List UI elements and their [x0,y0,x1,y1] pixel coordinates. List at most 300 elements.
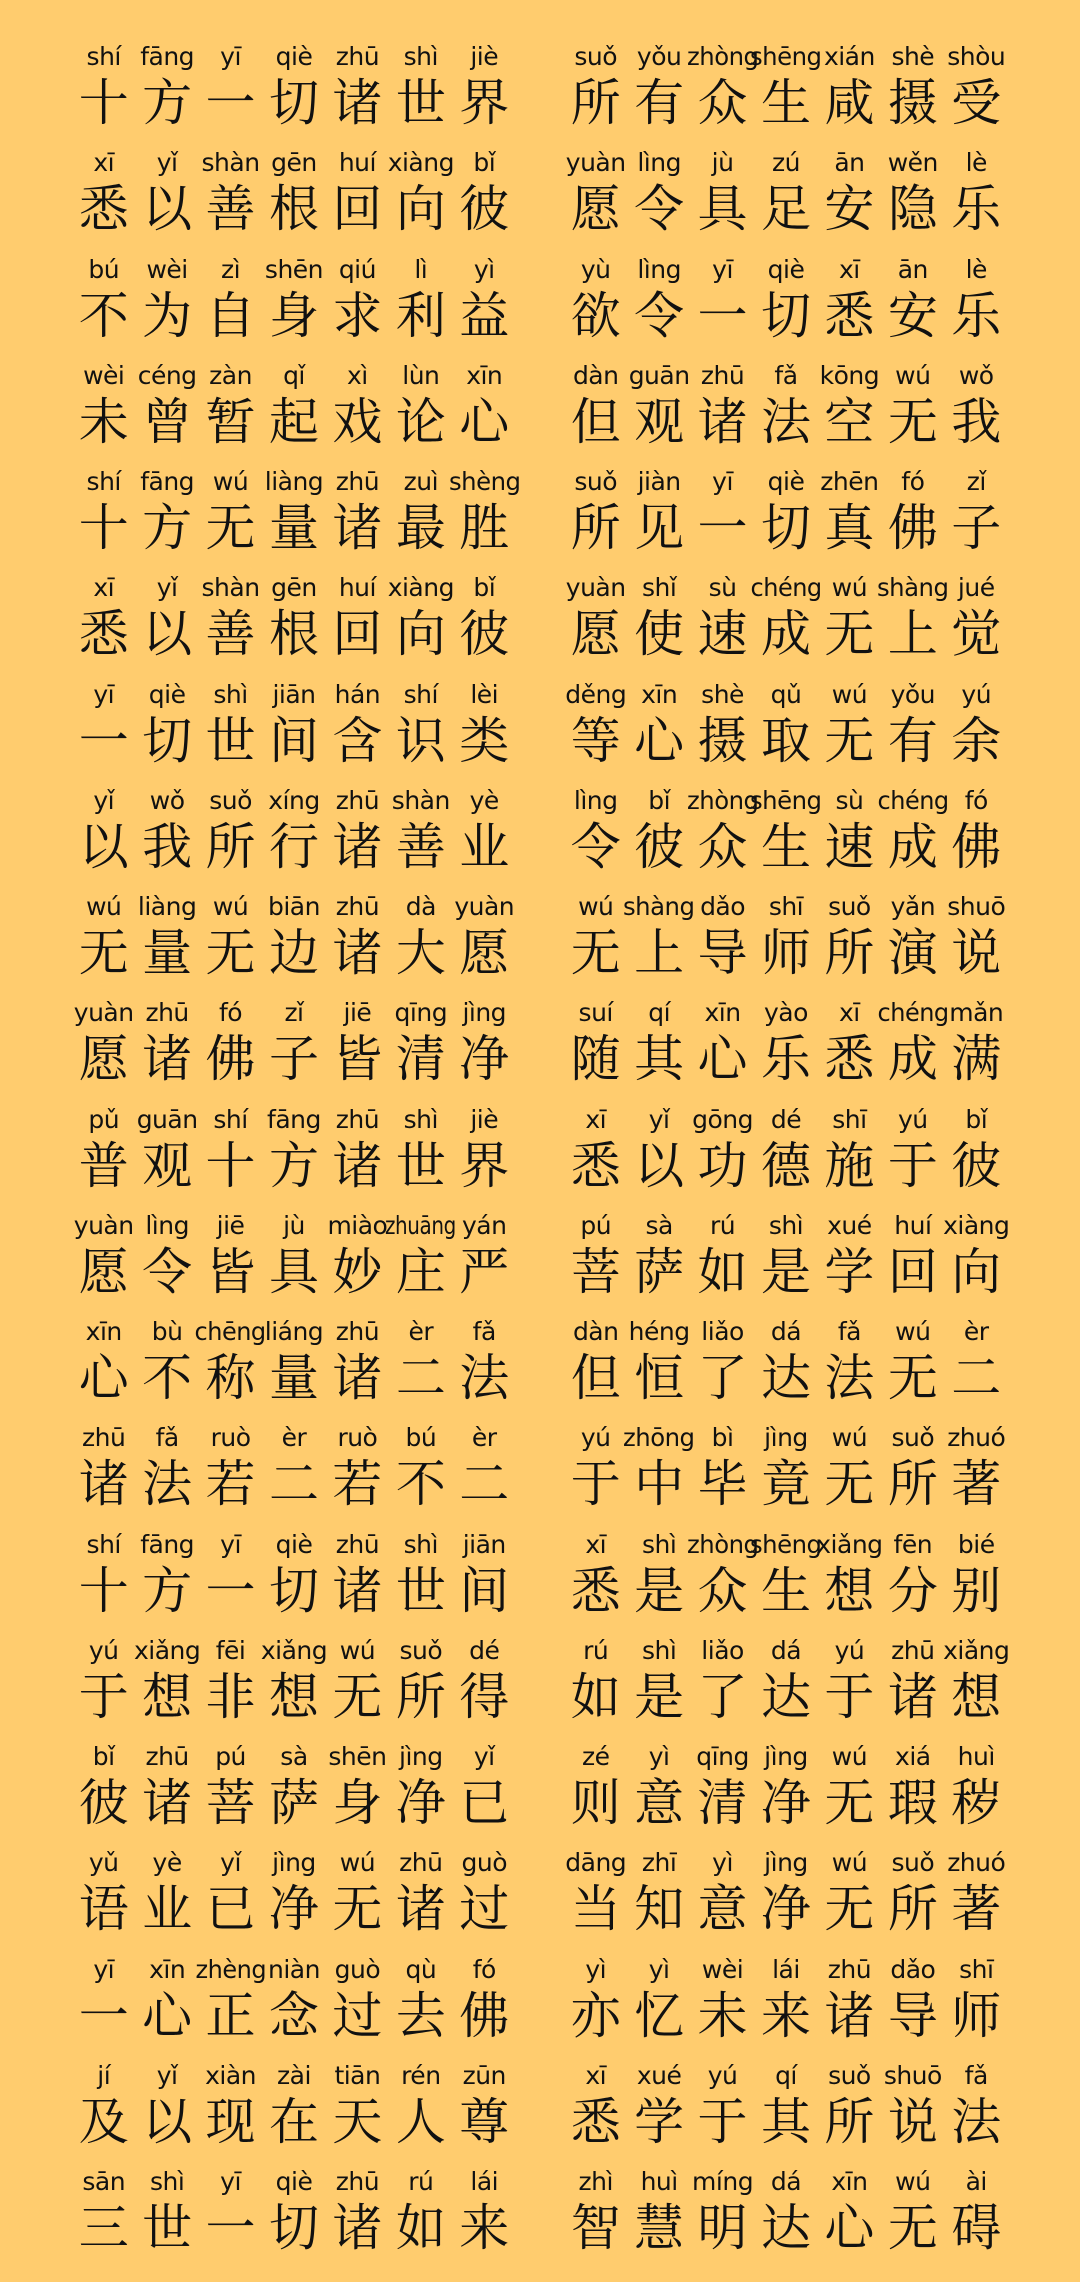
character-cell [686,784,759,879]
character-cell [881,40,944,135]
pinyin: jí [97,2060,111,2090]
hanzi: 满 [951,1030,1002,1089]
character-cell [691,1634,754,1729]
hanzi: 想 [824,1561,875,1620]
pinyin: lìng [637,148,681,178]
pinyin: yī [93,679,115,709]
character-cell [881,1846,944,1941]
character-cell [453,1315,516,1410]
pinyin: dàn [572,360,619,390]
hanzi: 见 [634,499,685,557]
character-cell [881,146,944,241]
character-cell [326,1315,389,1410]
hanzi: 含 [332,711,383,770]
pinyin: zhī [641,1848,677,1878]
character-cell [199,1846,262,1941]
character-cell [389,678,452,773]
character-cell [389,40,452,135]
character-cell [135,465,198,560]
character-cell [262,146,325,241]
character-cell [564,2059,627,2154]
character-cell [881,1209,944,1304]
pinyin: yè [152,1848,182,1878]
character-cell [389,890,452,985]
pinyin: shēng [750,785,822,815]
character-cell [818,2165,881,2260]
hanzi: 菩 [570,1242,621,1301]
hanzi: 三 [78,2199,129,2257]
hanzi: 速 [824,817,875,876]
character-cell [326,890,389,985]
pinyin: èr [408,1317,434,1346]
verse-row [72,1953,1008,2048]
pinyin: yǒu [890,679,936,709]
hanzi: 称 [205,1349,256,1407]
pinyin: wèi [701,1954,744,1984]
character-cell [881,1528,944,1623]
hanzi: 愿 [570,605,621,664]
character-cell [72,1953,135,2048]
pinyin: fǎ [774,360,798,390]
character-cell [818,571,881,666]
character-cell [818,890,881,985]
character-cell [818,1953,881,2048]
pinyin: jìng [764,1742,808,1771]
pinyin: xīn [641,679,678,709]
hanzi: 毕 [697,1455,748,1514]
hanzi: 现 [205,2092,256,2151]
pinyin: qù [405,1954,437,1984]
character-cell [72,1421,135,1516]
character-cell [945,678,1008,773]
character-cell [686,1528,759,1623]
pinyin: qiè [767,467,805,496]
pinyin: fǎ [472,1317,496,1346]
character-cell [691,359,754,454]
character-cell [453,1634,516,1729]
hanzi: 识 [395,711,446,770]
pinyin: bǐ [473,148,496,178]
hanzi: 法 [951,2092,1002,2151]
character-cell [754,2059,817,2154]
character-cell [691,678,754,773]
pinyin: fǎ [155,1423,179,1453]
hanzi: 尊 [459,2092,510,2151]
character-cell [754,890,817,985]
pinyin: fāng [140,467,195,496]
hanzi: 心 [824,2199,875,2257]
hanzi: 诸 [332,74,383,132]
pinyin: xīn [831,2167,868,2196]
character-cell [326,1103,389,1198]
character-cell [326,146,389,241]
pinyin: qí [648,998,671,1028]
character-cell [564,1209,627,1304]
character-cell [72,1315,135,1410]
character-cell [564,1315,627,1410]
hanzi: 十 [78,1561,129,1620]
character-cell [326,2059,389,2154]
hanzi: 当 [570,1880,621,1939]
character-cell [199,1740,262,1835]
pinyin: ruò [210,1423,251,1453]
verse-line-left [72,146,516,241]
pinyin: wèi [146,254,188,284]
verse-line-left [72,678,516,773]
hanzi: 利 [395,286,446,345]
character-cell [564,2165,627,2260]
character-cell [627,571,690,666]
pinyin: xīn [466,360,503,390]
hanzi: 令 [142,1242,193,1301]
pinyin: xī [839,254,860,284]
character-cell [326,1528,389,1623]
pinyin: yǐ [648,1104,670,1134]
character-cell [135,40,198,135]
hanzi: 世 [205,711,256,770]
pinyin: bǐ [92,1742,115,1771]
pinyin: sà [280,1742,308,1771]
hanzi: 了 [697,1667,748,1726]
character-cell [754,359,817,454]
character-cell [453,253,516,348]
pinyin: èr [471,1423,497,1453]
hanzi: 萨 [268,1774,319,1832]
hanzi: 曾 [142,392,193,451]
hanzi: 明 [697,2199,748,2257]
pinyin: shì [768,1210,804,1240]
character-cell [945,2059,1008,2154]
character-cell [818,40,881,135]
verse-line-right [564,1315,1008,1410]
hanzi: 无 [332,1667,383,1726]
pinyin: yǐ [93,785,115,815]
character-cell [72,1846,135,1941]
hanzi: 乐 [951,286,1002,345]
character-cell [199,1528,262,1623]
hanzi: 一 [205,2199,256,2257]
hanzi: 随 [570,1030,621,1089]
pinyin: yán [462,1210,507,1240]
hanzi: 量 [268,1349,319,1407]
pinyin: shī [832,1104,867,1134]
pinyin: shì [403,1529,438,1559]
pinyin: zhuó [947,1423,1006,1453]
pinyin: shēng [750,42,822,71]
pinyin: lái [772,1954,800,1984]
character-cell [945,890,1008,985]
character-cell [627,2059,690,2154]
hanzi: 无 [570,924,621,982]
pinyin: yì [648,1742,670,1771]
pinyin: xī [839,998,860,1028]
pinyin: sù [835,785,864,815]
hanzi: 所 [824,924,875,982]
character-cell [72,146,135,241]
pinyin: shí [86,467,121,496]
character-cell [453,1103,516,1198]
pinyin: dàn [572,1317,619,1346]
hanzi: 以 [142,180,193,239]
hanzi: 法 [760,392,811,451]
hanzi: 乐 [760,1030,811,1089]
pinyin: wú [339,1848,376,1878]
character-cell [818,359,881,454]
character-cell [453,1209,516,1304]
character-cell [135,890,198,985]
verse-row [72,1209,1008,1304]
hanzi: 足 [760,180,811,239]
hanzi: 世 [395,1561,446,1620]
pinyin: jiān [462,1529,506,1559]
hanzi: 诸 [332,1136,383,1195]
pinyin: zǐ [966,467,986,496]
character-cell [262,890,325,985]
pinyin: xiàng [387,148,454,178]
pinyin: jiē [216,1210,245,1240]
pinyin: suǒ [828,2060,871,2090]
verse-line-left [72,359,516,454]
pinyin: xiàn [205,2060,256,2090]
hanzi: 施 [824,1136,875,1195]
hanzi: 摄 [887,74,938,132]
pinyin: chēng [194,1317,267,1346]
verse-line-right [564,359,1008,454]
character-cell [262,2165,325,2260]
hanzi: 诸 [332,499,383,557]
pinyin: fó [219,998,243,1028]
character-cell [881,1634,944,1729]
character-cell [691,1315,754,1410]
character-cell [262,1421,325,1516]
character-cell [691,1103,754,1198]
hanzi: 于 [887,1136,938,1195]
hanzi: 安 [887,286,938,345]
hanzi: 于 [697,2092,748,2151]
character-cell [453,1846,516,1941]
character-cell [262,1846,325,1941]
verse-line-left [72,40,516,135]
pinyin: bù [151,1317,183,1346]
hanzi: 使 [634,605,685,664]
hanzi: 诸 [395,1880,446,1939]
verse-line-right [564,1846,1008,1941]
hanzi: 净 [760,1880,811,1939]
pinyin: wú [831,1423,868,1453]
pinyin: qīng [394,998,448,1028]
pinyin: fēi [215,1635,246,1665]
hanzi: 学 [824,1242,875,1301]
character-cell [818,465,881,560]
character-cell [564,1103,627,1198]
character-cell [326,996,389,1091]
hanzi: 不 [142,1349,193,1407]
pinyin: xiǎng [816,1529,883,1559]
hanzi: 诸 [697,392,748,451]
pinyin: dá [770,2167,802,2196]
character-cell [881,1953,944,2048]
pinyin: huì [640,2167,678,2196]
hanzi: 以 [142,605,193,664]
hanzi: 无 [824,1880,875,1939]
character-cell [945,1315,1008,1410]
verse-line-left [72,1740,516,1835]
character-cell [389,1740,452,1835]
hanzi: 菩 [205,1774,256,1832]
character-cell [754,1315,817,1410]
verse-line-left [72,1315,516,1410]
pinyin: qiè [275,1529,313,1559]
verse-line-right [564,1740,1008,1835]
pinyin: suí [578,998,613,1028]
hanzi: 碍 [951,2199,1002,2257]
hanzi: 无 [887,2199,938,2257]
character-cell [945,359,1008,454]
hanzi: 天 [332,2092,383,2151]
character-cell [754,465,817,560]
character-cell [818,253,881,348]
pinyin: bǐ [473,573,496,603]
hanzi: 师 [760,924,811,982]
hanzi: 佛 [887,499,938,557]
hanzi: 彼 [951,1136,1002,1195]
hanzi: 非 [205,1667,256,1726]
character-cell [72,253,135,348]
character-cell [389,1953,452,2048]
hanzi: 所 [395,1667,446,1726]
character-cell [199,40,262,135]
character-cell [881,2059,944,2154]
pinyin: niàn [267,1954,320,1984]
pinyin: wú [895,360,931,390]
character-cell [72,40,135,135]
hanzi: 无 [887,1349,938,1407]
hanzi: 无 [332,1880,383,1939]
pinyin: shí [213,1104,248,1134]
pinyin: dāng [565,1848,627,1878]
hanzi: 世 [395,74,446,132]
hanzi: 过 [332,1986,383,2045]
pinyin: suǒ [891,1423,935,1453]
pinyin: xī [93,573,115,603]
character-cell [199,253,262,348]
hanzi: 念 [268,1986,319,2045]
pinyin: qí [775,2060,797,2090]
hanzi: 切 [760,499,811,557]
pinyin: xì [347,360,368,390]
character-cell [818,996,881,1091]
hanzi: 及 [78,2092,129,2151]
pinyin: bì [711,1423,734,1453]
hanzi: 是 [634,1667,685,1726]
hanzi: 觉 [951,605,1002,664]
pinyin: pú [215,1742,246,1771]
hanzi: 隐 [887,180,938,239]
character-cell [750,784,822,879]
character-cell [135,996,198,1091]
character-cell [754,1846,817,1941]
hanzi: 大 [395,924,446,982]
hanzi: 达 [760,1667,811,1726]
character-cell [389,1634,452,1729]
pinyin: shì [403,1104,438,1134]
character-cell [691,1740,754,1835]
pinyin: pú [580,1210,612,1240]
pinyin: zǐ [284,998,304,1028]
pinyin: zhū [399,1848,443,1878]
verse-line-right [564,678,1008,773]
pinyin: zú [771,148,800,178]
pinyin: liáng [264,1317,324,1346]
hanzi: 意 [697,1880,748,1939]
verse-row [72,40,1008,135]
pinyin: sān [82,2167,126,2196]
hanzi: 有 [887,711,938,770]
hanzi: 于 [824,1667,875,1726]
character-cell [945,1953,1008,2048]
pinyin: fāng [267,1104,321,1134]
hanzi: 一 [697,286,748,345]
character-cell [627,1953,690,2048]
hanzi: 了 [697,1349,748,1407]
pinyin: shī [768,892,804,921]
character-cell [754,996,817,1091]
hanzi: 佛 [951,817,1002,876]
hanzi: 无 [205,924,256,982]
hanzi: 悉 [78,605,129,664]
hanzi: 无 [824,1455,875,1514]
pinyin: zhū [335,1317,380,1346]
pinyin: yǔ [88,1848,119,1878]
pinyin: fāng [140,1529,195,1559]
character-cell [389,1421,452,1516]
hanzi: 悉 [570,2092,621,2151]
character-cell [72,890,135,985]
hanzi: 所 [887,1880,938,1939]
pinyin: liǎo [701,1317,744,1346]
hanzi: 令 [634,180,685,239]
character-cell [72,784,135,879]
character-cell [326,465,389,560]
character-cell [564,784,627,879]
character-cell [627,1846,690,1941]
hanzi: 众 [697,74,748,132]
character-cell [326,784,389,879]
pinyin: xiǎng [134,1635,201,1665]
pinyin: yú [707,2060,738,2090]
character-cell [623,1421,695,1516]
hanzi: 演 [887,924,938,982]
pinyin: qiè [148,679,186,709]
character-cell [199,1103,262,1198]
character-cell [260,1634,328,1729]
hanzi: 则 [570,1774,621,1832]
pinyin: chéng [877,998,949,1028]
pinyin: guò [461,1848,507,1878]
hanzi: 想 [951,1667,1002,1726]
character-cell [818,1634,881,1729]
character-cell [72,465,135,560]
hanzi: 法 [142,1455,193,1514]
verse-row [72,996,1008,1091]
verse-line-right [564,1103,1008,1198]
hanzi: 想 [268,1667,319,1726]
verse-line-left [72,784,516,879]
pinyin: fǎ [837,1317,861,1346]
pinyin: shēn [264,254,324,284]
pinyin: hán [334,679,381,709]
pinyin: gēn [271,573,317,603]
